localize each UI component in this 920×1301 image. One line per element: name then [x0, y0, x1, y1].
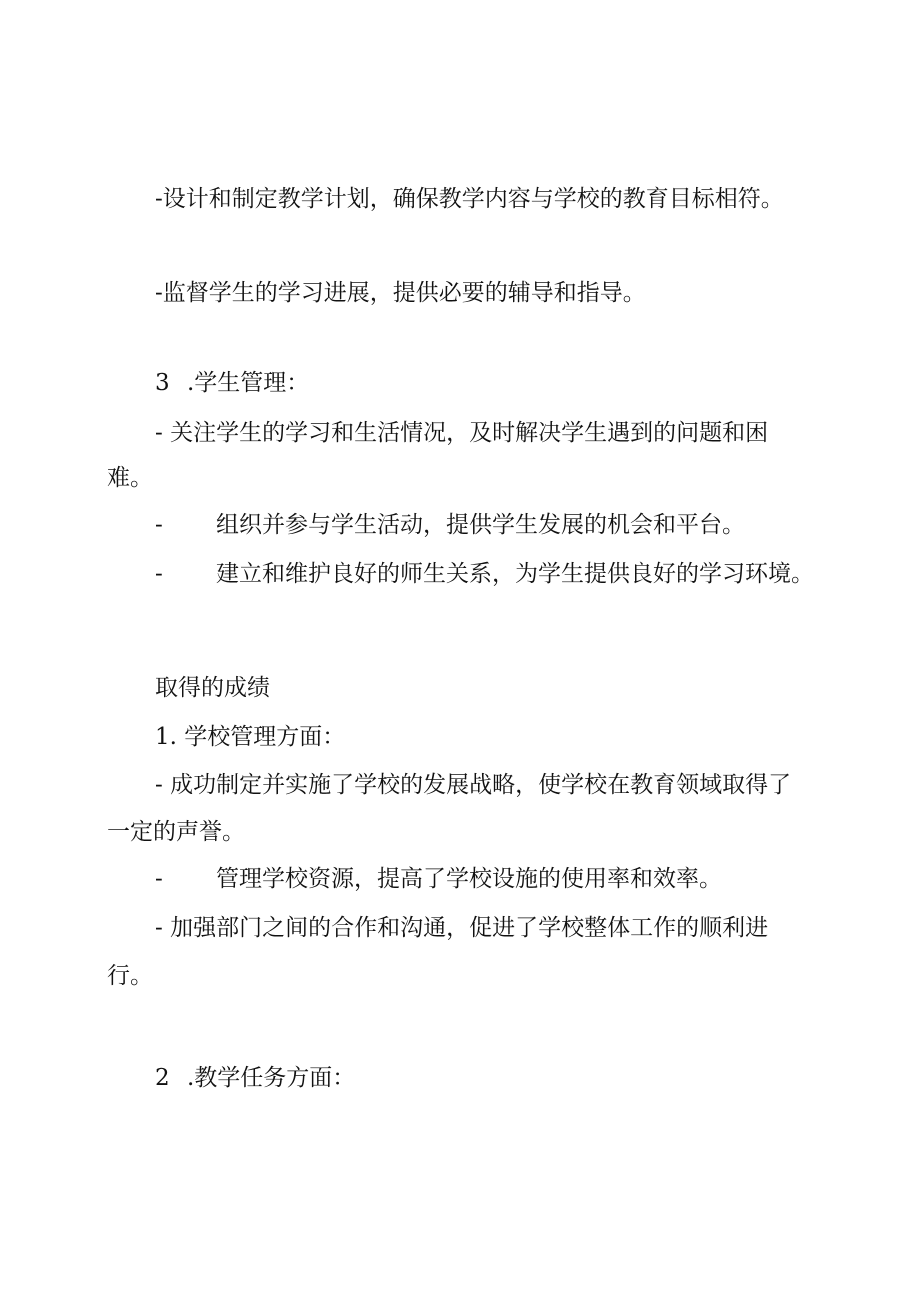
student-item-2-dash: -	[155, 512, 163, 538]
achievement-2-dash: -	[155, 866, 163, 892]
student-item-1-line-1: - 关注学生的学习和生活情况，及时解决学生遇到的问题和困	[155, 420, 769, 446]
student-item-1-line-2: 难。	[107, 465, 153, 491]
achievement-2: 管理学校资源，提高了学校设施的使用率和效率。	[216, 866, 722, 892]
achievement-1-line-2: 一定的声誉。	[107, 819, 245, 845]
achievement-1-line-1: - 成功制定并实施了学校的发展战略，使学校在教育领域取得了	[155, 772, 792, 798]
achievements-sub-1: 1. 学校管理方面：	[155, 724, 346, 750]
sub-2-title: .教学任务方面：	[186, 1065, 356, 1091]
sub-2-number: 2	[155, 1065, 170, 1091]
teaching-item-1: -设计和制定教学计划，确保教学内容与学校的教育目标相符。	[155, 186, 784, 212]
student-mgmt-title: .学生管理：	[186, 370, 310, 396]
student-item-2: 组织并参与学生活动，提供学生发展的机会和平台。	[216, 512, 745, 538]
achievements-title: 取得的成绩	[155, 675, 270, 701]
student-item-3-dash: -	[155, 561, 163, 587]
achievements-sub-2	[155, 1063, 355, 1093]
teaching-item-2: -监督学生的学习进展，提供必要的辅导和指导。	[155, 280, 646, 306]
achievement-3-line-2: 行。	[107, 963, 153, 989]
student-mgmt-number: 3	[155, 370, 170, 396]
achievement-3-line-1: - 加强部门之间的合作和沟通，促进了学校整体工作的顺利进	[155, 915, 769, 941]
student-mgmt-heading	[155, 368, 309, 398]
student-item-3: 建立和维护良好的师生关系，为学生提供良好的学习环境。	[216, 561, 814, 587]
